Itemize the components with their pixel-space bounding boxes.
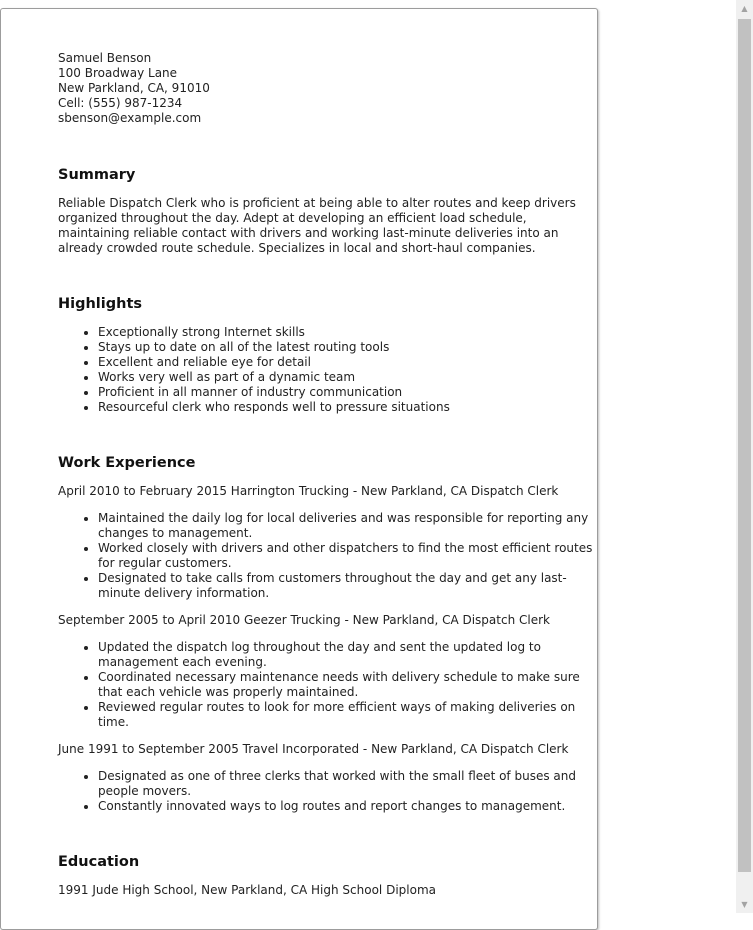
summary-section: [58, 166, 593, 256]
contact-name: Samuel Benson: [58, 51, 152, 65]
job-title: June 1991 to September 2005 Travel Incorporated - New Parkland, CA Dispatch Clerk: [58, 742, 569, 756]
vertical-scrollbar[interactable]: [736, 0, 753, 913]
highlight-item: • Stays up to date on all of the latest routing tools: [98, 340, 593, 355]
education-entry: 1991 Jude High School, New Parkland, CA High School Diploma: [58, 883, 436, 897]
contact-email: sbenson@example.com: [58, 111, 202, 125]
job-bullet: • Designated as one of three clerks that worked with the small fleet of buses and people movers.: [98, 769, 593, 799]
job-bullet: • Updated the dispatch log throughout the day and sent the updated log to management each evening.: [98, 640, 593, 670]
resume-document: [0, 8, 598, 930]
job-title: September 2005 to April 2010 Geezer Trucking - New Parkland, CA Dispatch Clerk: [58, 613, 550, 627]
contact-cell: Cell: (555) 987-1234: [58, 96, 183, 110]
contact-city: New Parkland, CA, 91010: [58, 81, 210, 95]
job-bullet: • Maintained the daily log for local deliveries and was responsible for reporting any changes to management.: [98, 511, 593, 541]
highlight-item: • Exceptionally strong Internet skills: [98, 325, 593, 340]
scroll-up-arrow-icon[interactable]: ▲: [741, 4, 748, 13]
scroll-down-arrow-icon[interactable]: ▼: [741, 900, 748, 909]
job-bullets: [58, 769, 593, 814]
job-bullet: • Worked closely with drivers and other dispatchers to find the most efficient routes for regular customers.: [98, 541, 593, 571]
job-bullets: [58, 511, 593, 601]
job-bullet: • Reviewed regular routes to look for more efficient ways of making deliveries on time.: [98, 700, 593, 730]
education-heading: Education: [58, 854, 140, 870]
highlight-item: • Resourceful clerk who responds well to pressure situations: [98, 400, 593, 415]
job-bullet: • Coordinated necessary maintenance needs with delivery schedule to make sure that each vehicle was properly maintained.: [98, 670, 593, 700]
highlight-item: • Proficient in all manner of industry communication: [98, 385, 593, 400]
job-entry: [58, 484, 593, 601]
contact-address: 100 Broadway Lane: [58, 66, 178, 80]
summary-text: Reliable Dispatch Clerk who is proficient at being able to alter routes and keep drivers organized throughout the day. Adept at developing an efficient load schedule, maintaining reliable contact with drivers and working last-minute deliveries into an already crowded route schedule. Specializes in local and short-haul companies.: [58, 196, 576, 255]
resume-content: [58, 51, 593, 898]
highlights-section: [58, 295, 593, 415]
scrollbar-thumb[interactable]: [738, 19, 751, 872]
job-bullet: • Constantly innovated ways to log routes and report changes to management.: [98, 799, 593, 814]
job-entry: [58, 613, 593, 730]
experience-heading: Work Experience: [58, 455, 196, 471]
highlights-heading: Highlights: [58, 296, 143, 312]
job-bullet: • Designated to take calls from customers throughout the day and get any last-minute delivery information.: [98, 571, 593, 601]
experience-section: [58, 454, 593, 814]
highlight-item: • Excellent and reliable eye for detail: [98, 355, 593, 370]
summary-heading: Summary: [58, 167, 136, 183]
highlight-item: • Works very well as part of a dynamic team: [98, 370, 593, 385]
education-section: [58, 853, 593, 898]
highlights-list: [58, 325, 593, 415]
job-entry: [58, 742, 593, 814]
job-bullets: [58, 640, 593, 730]
contact-block: [58, 51, 593, 126]
job-title: April 2010 to February 2015 Harrington Trucking - New Parkland, CA Dispatch Clerk: [58, 484, 559, 498]
